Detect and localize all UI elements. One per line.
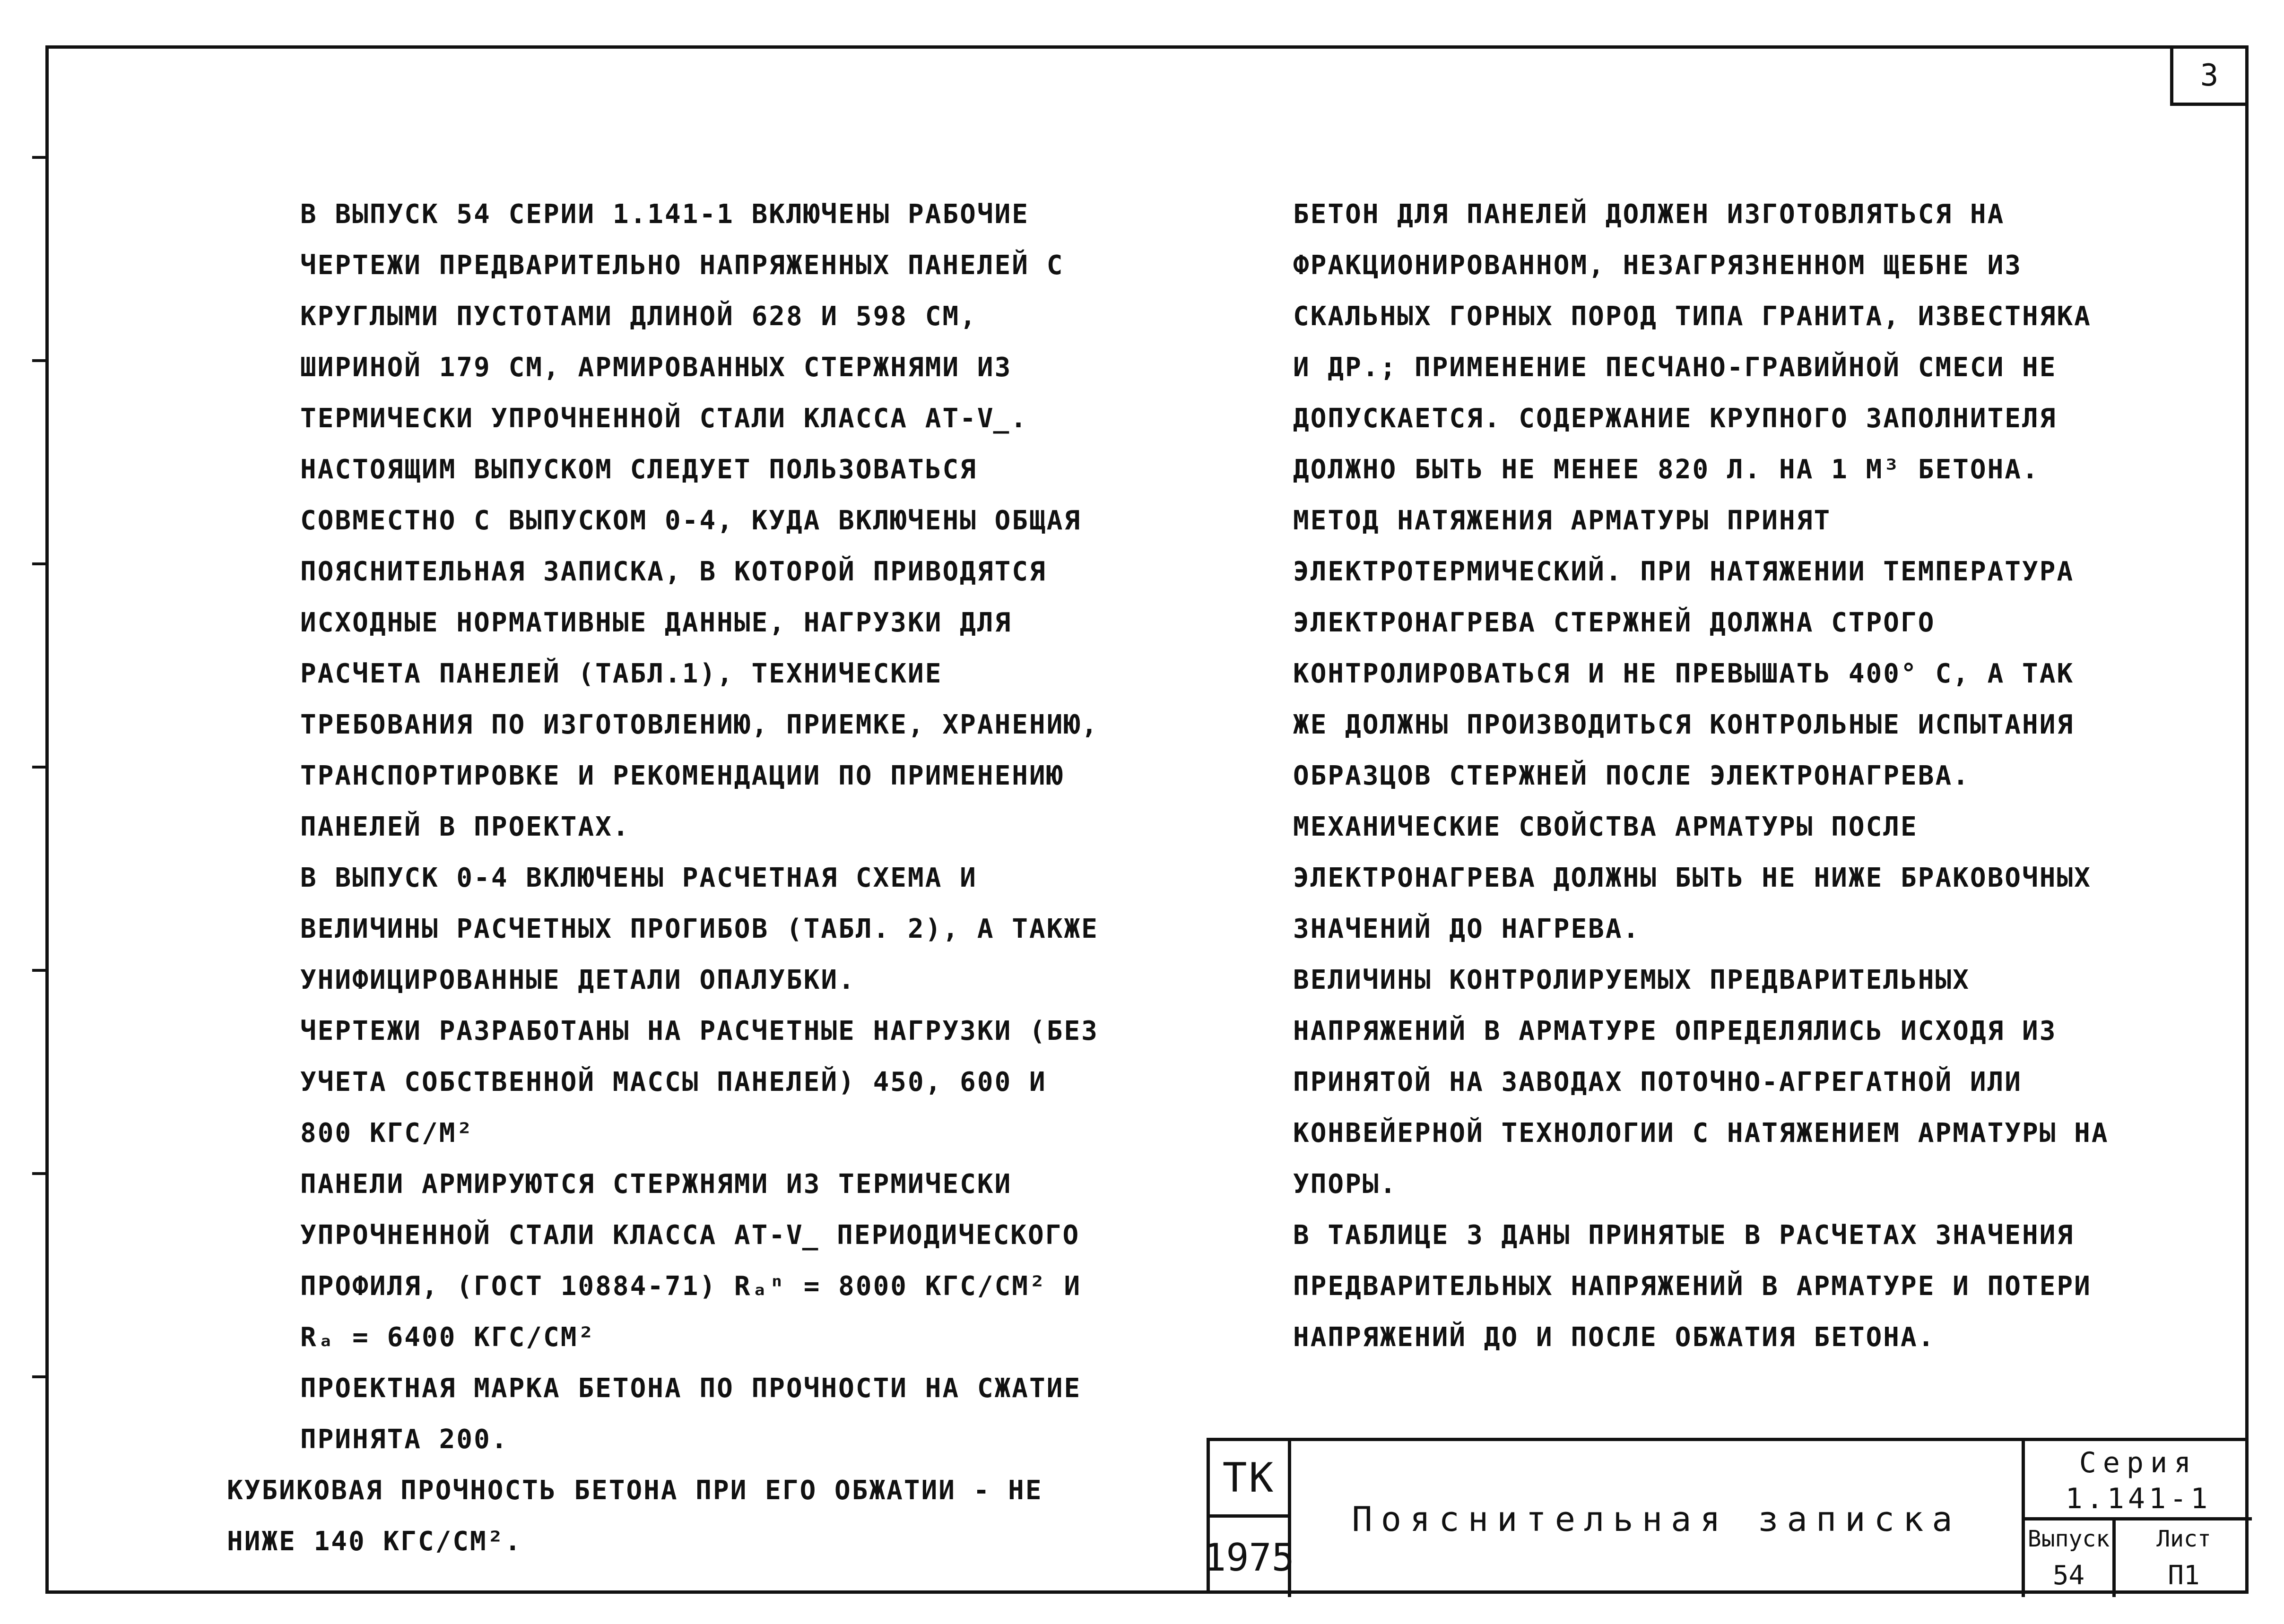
margin-tick xyxy=(32,1375,46,1378)
sheet-number: 3 xyxy=(2170,45,2249,106)
document-title: Пояснительная записка xyxy=(1352,1499,1961,1539)
paragraph: БЕТОН ДЛЯ ПАНЕЛЕЙ ДОЛЖЕН ИЗГОТОВЛЯТЬСЯ НА ФРАКЦИОНИРОВАННОМ, НЕЗАГРЯЗНЕННОМ ЩЕБНЕ ИЗ СКАЛЬНЫХ ГОРНЫХ ПОРОД ТИПА ГРАНИТА, ИЗВЕСТНЯКА И ДР.; ПРИМЕНЕНИЕ ПЕСЧАНО-ГРАВИЙНОЙ СМЕСИ НЕ ДОПУСКАЕТСЯ. СОДЕРЖАНИЕ КРУПНОГО ЗАПОЛНИТЕЛЯ ДОЛЖНО БЫТЬ НЕ МЕНЕЕ 820 Л. НА 1 М³ БЕТОНА. xyxy=(1293,199,2092,485)
margin-tick xyxy=(32,562,46,565)
margin-tick xyxy=(32,359,46,362)
paragraph: КУБИКОВАЯ ПРОЧНОСТЬ БЕТОНА ПРИ ЕГО ОБЖАТИИ - НЕ НИЖЕ 140 КГС/СМ². xyxy=(227,1475,1043,1557)
paragraph: МЕТОД НАТЯЖЕНИЯ АРМАТУРЫ ПРИНЯТ ЭЛЕКТРОТЕРМИЧЕСКИЙ. ПРИ НАТЯЖЕНИИ ТЕМПЕРАТУРА ЭЛЕКТРОНАГРЕВА СТЕРЖНЕЙ ДОЛЖНА СТРОГО КОНТРОЛИРОВАТЬСЯ И НЕ ПРЕВЫШАТЬ 400° С, А ТАК ЖЕ ДОЛЖНЫ ПРОИЗВОДИТЬСЯ КОНТРОЛЬНЫЕ ИСПЫТАНИЯ ОБРАЗЦОВ СТЕРЖНЕЙ ПОСЛЕ ЭЛЕКТРОНАГРЕВА. МЕХАНИЧЕСКИЕ СВОЙСТВА АРМАТУРЫ ПОСЛЕ ЭЛЕКТРОНАГРЕВА ДОЛЖНЫ БЫТЬ НЕ НИЖЕ БРАКОВОЧНЫХ ЗНАЧЕНИЙ ДО НАГРЕВА. xyxy=(1293,505,2092,944)
paragraph: ПАНЕЛИ АРМИРУЮТСЯ СТЕРЖНЯМИ ИЗ ТЕРМИЧЕСКИ УПРОЧНЕННОЙ СТАЛИ КЛАССА АТ-V̲ ПЕРИОДИЧЕСКОГО ПРОФИЛЯ, (ГОСТ 10884-71) Rₐⁿ = 8000 КГС/СМ² И Rₐ = 6400 КГС/СМ² xyxy=(300,1169,1082,1353)
margin-tick xyxy=(32,969,46,972)
issue-cell xyxy=(2025,1520,2116,1597)
paragraph: ЧЕРТЕЖИ РАЗРАБОТАНЫ НА РАСЧЕТНЫЕ НАГРУЗКИ (БЕЗ УЧЕТА СОБСТВЕННОЙ МАССЫ ПАНЕЛЕЙ) 450, 600 И 800 КГС/М² xyxy=(300,1016,1099,1149)
paragraph: В ВЫПУСК 0-4 ВКЛЮЧЕНЫ РАСЧЕТНАЯ СХЕМА И ВЕЛИЧИНЫ РАСЧЕТНЫХ ПРОГИБОВ (ТАБЛ. 2), А ТАКЖЕ УНИФИЦИРОВАННЫЕ ДЕТАЛИ ОПАЛУБКИ. xyxy=(300,863,1099,995)
series-value: 1.141-1 xyxy=(2065,1482,2212,1515)
issue-value: 54 xyxy=(2052,1560,2085,1591)
issue-label: Выпуск xyxy=(2027,1526,2110,1552)
paragraph: В ВЫПУСК 54 СЕРИИ 1.141-1 ВКЛЮЧЕНЫ РАБОЧИЕ ЧЕРТЕЖИ ПРЕДВАРИТЕЛЬНО НАПРЯЖЕННЫХ ПАНЕЛЕЙ С КРУГЛЫМИ ПУСТОТАМИ ДЛИНОЙ 628 И 598 СМ, ШИРИНОЙ 179 СМ, АРМИРОВАННЫХ СТЕРЖНЯМИ ИЗ ТЕРМИЧЕСКИ УПРОЧНЕННОЙ СТАЛИ КЛАССА АТ-V̲. xyxy=(300,199,1064,434)
org-code: ТК xyxy=(1210,1441,1291,1518)
margin-tick xyxy=(32,156,46,159)
series-cell xyxy=(2025,1441,2252,1520)
series-info xyxy=(2022,1441,2252,1597)
paragraph: НАСТОЯЩИМ ВЫПУСКОМ СЛЕДУЕТ ПОЛЬЗОВАТЬСЯ СОВМЕСТНО С ВЫПУСКОМ 0-4, КУДА ВКЛЮЧЕНЫ ОБЩАЯ ПОЯСНИТЕЛЬНАЯ ЗАПИСКА, В КОТОРОЙ ПРИВОДЯТСЯ ИСХОДНЫЕ НОРМАТИВНЫЕ ДАННЫЕ, НАГРУЗКИ ДЛЯ РАСЧЕТА ПАНЕЛЕЙ (ТАБЛ.1), ТЕХНИЧЕСКИЕ ТРЕБОВАНИЯ ПО ИЗГОТОВЛЕНИЮ, ПРИЕМКЕ, ХРАНЕНИЮ, ТРАНСПОРТИРОВКЕ И РЕКОМЕНДАЦИИ ПО ПРИМЕНЕНИЮ ПАНЕЛЕЙ В ПРОЕКТАХ. xyxy=(300,454,1099,842)
sheet-label: Лист xyxy=(2156,1526,2211,1552)
series-label: Серия xyxy=(2079,1446,2198,1479)
sheet-cell xyxy=(2116,1520,2252,1597)
margin-tick xyxy=(32,1172,46,1175)
left-text-column xyxy=(227,189,1102,1567)
paragraph: ПРОЕКТНАЯ МАРКА БЕТОНА ПО ПРОЧНОСТИ НА СЖАТИЕ ПРИНЯТА 200. xyxy=(300,1373,1082,1455)
title-block xyxy=(1203,1438,2249,1594)
sheet-value: П1 xyxy=(2168,1560,2200,1591)
year: 1975 xyxy=(1210,1518,1291,1597)
margin-tick xyxy=(32,766,46,769)
paragraph: ВЕЛИЧИНЫ КОНТРОЛИРУЕМЫХ ПРЕДВАРИТЕЛЬНЫХ НАПРЯЖЕНИЙ В АРМАТУРЕ ОПРЕДЕЛЯЛИСЬ ИСХОДЯ ИЗ ПРИНЯТОЙ НА ЗАВОДАХ ПОТОЧНО-АГРЕГАТНОЙ ИЛИ КОНВЕЙЕРНОЙ ТЕХНОЛОГИИ С НАТЯЖЕНИЕМ АРМАТУРЫ НА УПОРЫ. xyxy=(1293,965,2109,1200)
right-text-column xyxy=(1220,189,2118,1363)
paragraph: В ТАБЛИЦЕ 3 ДАНЫ ПРИНЯТЫЕ В РАСЧЕТАХ ЗНАЧЕНИЯ ПРЕДВАРИТЕЛЬНЫХ НАПРЯЖЕНИЙ В АРМАТУРЕ И ПОТЕРИ НАПРЯЖЕНИЙ ДО И ПОСЛЕ ОБЖАТИЯ БЕТОНА. xyxy=(1293,1220,2092,1353)
